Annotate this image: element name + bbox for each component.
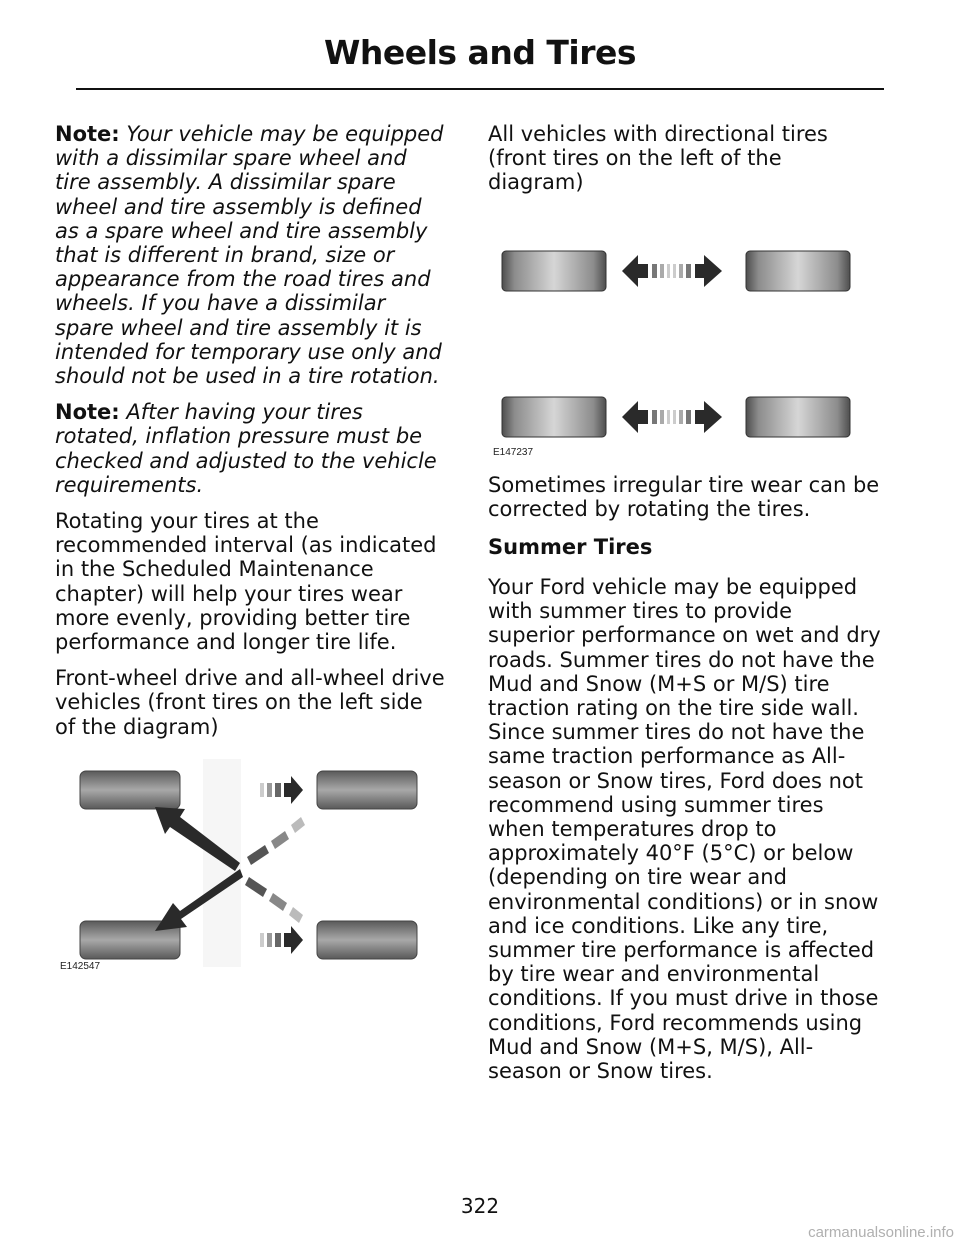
- rotation-diagram-fwd-awd: [55, 759, 447, 996]
- paragraph-directional: All vehicles with directional tires (front tires on the left of the diagram): [488, 122, 828, 195]
- tire-front-bottom: [502, 397, 606, 437]
- arrow-bottom-straight: [260, 926, 303, 954]
- page-header: [76, 28, 884, 90]
- tire-rear-bottom: [746, 397, 850, 437]
- tire-rear-left: [317, 771, 417, 809]
- note-dissimilar-spare: [55, 122, 447, 388]
- left-column: [55, 122, 447, 996]
- page-number: 322: [460, 1194, 500, 1218]
- note-text: After having your tires rotated, inflation pressure must be checked and adjusted to the vehicle requirements.: [55, 400, 437, 497]
- rotation-diagram-graphic: [488, 209, 883, 459]
- tire-rear-right: [317, 921, 417, 959]
- rotation-diagram-directional: [488, 209, 883, 459]
- paragraph-fwd-awd: Front-wheel drive and all-wheel drive vehicles (front tires on the left side of the diagram): [55, 666, 445, 739]
- paragraph-rotation-interval: Rotating your tires at the recommended interval (as indicated in the Scheduled Maintenance chapter) will help your tires wear more evenly, providing better tire performance and longer tire life.: [55, 509, 437, 655]
- arrow-swap-top: [622, 255, 722, 287]
- diagram-code: E142547: [60, 960, 101, 972]
- tire-front-top: [502, 251, 606, 291]
- paragraph-irregular-wear: Sometimes irregular tire wear can be corrected by rotating the tires.: [488, 472, 880, 521]
- section-heading-summer-tires: Summer Tires: [488, 535, 653, 560]
- note-label: Note:: [55, 122, 120, 146]
- tire-rear-top: [746, 251, 850, 291]
- diagram-code: E147237: [493, 446, 534, 458]
- arrow-top-straight: [260, 776, 303, 804]
- watermark: carmanualsonline.info: [808, 1224, 954, 1241]
- arrow-swap-bottom: [622, 401, 722, 433]
- arrow-diagonal-fade: [245, 817, 305, 923]
- right-column: [488, 122, 883, 1095]
- note-inflation: [55, 400, 447, 497]
- note-label: Note:: [55, 400, 120, 425]
- tire-front-left: [80, 771, 180, 809]
- note-text: Your vehicle may be equipped with a dissimilar spare wheel and tire assembly. A dissimilar spare wheel and tire assembly is defined as a spare wheel and tire assembly that is different in brand, size or appearance from the road tires and wheels. If you have a dissimilar spare wheel and tire assembly it is intended for temporary use only and should not be used in a tire rotation.: [55, 122, 444, 389]
- page-title: Wheels and Tires: [323, 33, 637, 72]
- paragraph-summer-tires: Your Ford vehicle may be equipped with summer tires to provide superior performance on wet and dry roads. Summer tires do not have the Mud and Snow (M+S or M/S) tire traction rating on the tire side wall. Since summer tires do not have the same traction performance as All-season or Snow tires, Ford does not recommend using summer tires when temperatures drop to approximately 40°F (5°C) or below (depending on tire wear and environmental conditions) or in snow and ice conditions. Like any tire, summer tire performance is affected by tire wear and environmental conditions. If you must drive in those conditions, Ford recommends using Mud and Snow (M+S, M/S), All-season or Snow tires.: [488, 575, 881, 1084]
- rotation-diagram-graphic: [55, 759, 425, 991]
